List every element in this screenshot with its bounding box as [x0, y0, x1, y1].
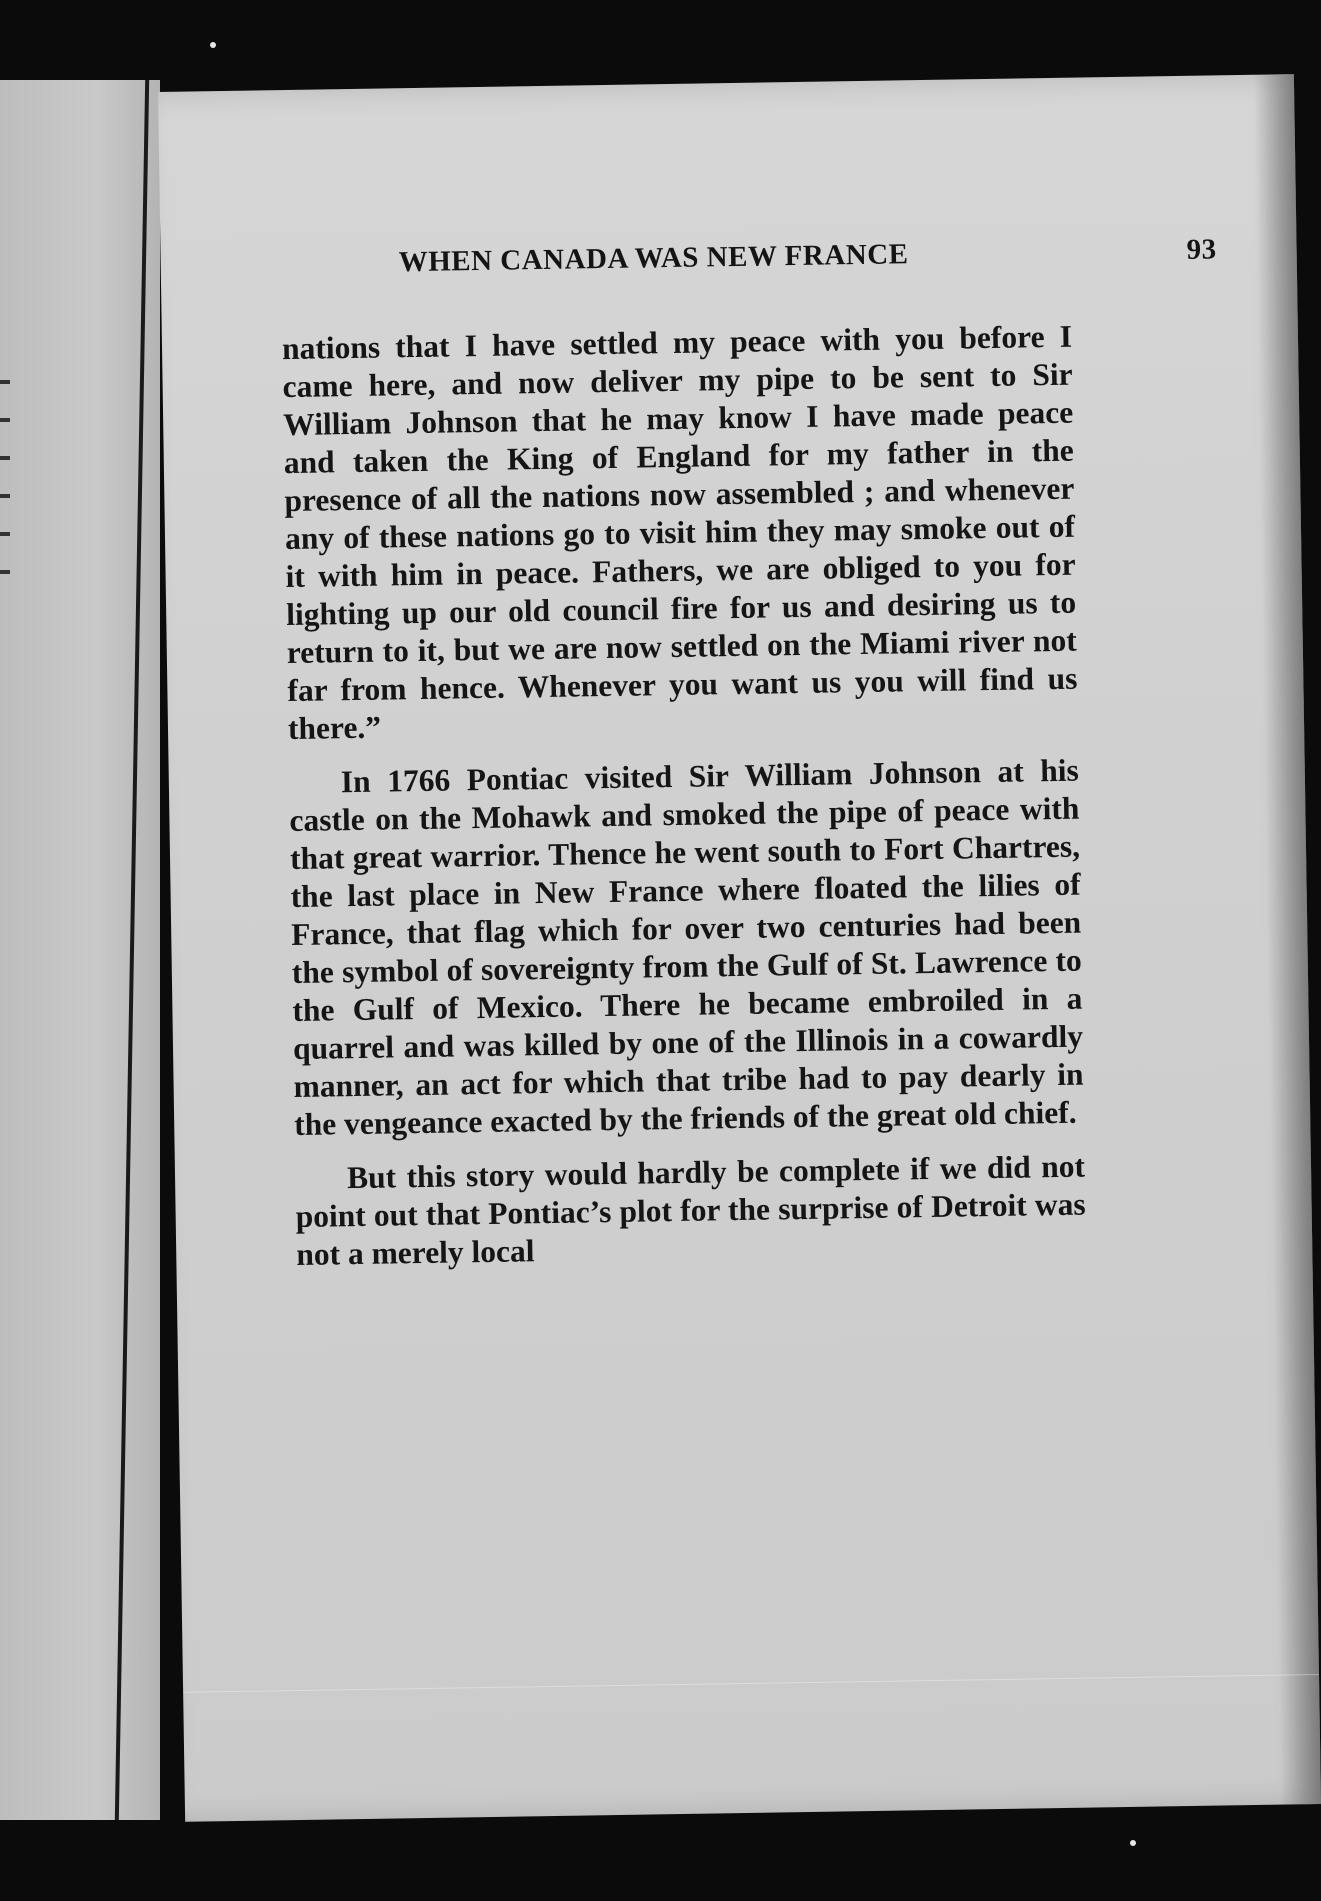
running-header	[398, 233, 1217, 279]
book-page	[158, 74, 1321, 1822]
running-head-title: WHEN CANADA WAS NEW FRANCE	[398, 238, 909, 279]
paragraph-plot-detroit: But this story would hardly be complete if we did not point out that Pontiac’s plot for the surprise of Detroit was not a merely local	[295, 1148, 1086, 1272]
page-number: 93	[1186, 233, 1217, 266]
scan-artifact-line	[183, 1674, 1319, 1693]
page-body	[282, 318, 1087, 1290]
facing-page-text-fragments	[0, 380, 14, 880]
scan-speck	[1130, 1840, 1136, 1846]
facing-page-edge	[0, 80, 160, 1820]
paragraph-pontiac-1766: In 1766 Pontiac visited Sir William Johnson at his castle on the Mohawk and smoked the pipe of peace with that great warrior. Thence he went south to Fort Chartres, the last place in New France where floated the lilies of France, that flag which for over two centuries had been the symbol of sovereignty from the Gulf of St. Lawrence to the Gulf of Mexico. There he became embroiled in a quarrel and was killed by one of the Illinois in a cowardly manner, an act for which that tribe had to pay dearly in the vengeance exacted by the friends of the great old chief.	[289, 752, 1084, 1142]
paragraph-quote-continuation: nations that I have settled my peace with you before I came here, and now deliver my pipe to be sent to Sir William Johnson that he may know I have made peace and taken the King of England for my father in the presence of all the nations now assembled ; and whenever any of these nations go to visit him they may smoke out of it with him in peace. Fathers, we are obliged to you for lighting up our old council fire for us and desiring us to return to it, but we are now settled on the Miami river not far from hence. Whenever you want us you will find us there.”	[281, 318, 1078, 747]
page-edge-shadow	[1254, 74, 1321, 1804]
scan-speck	[210, 42, 216, 48]
